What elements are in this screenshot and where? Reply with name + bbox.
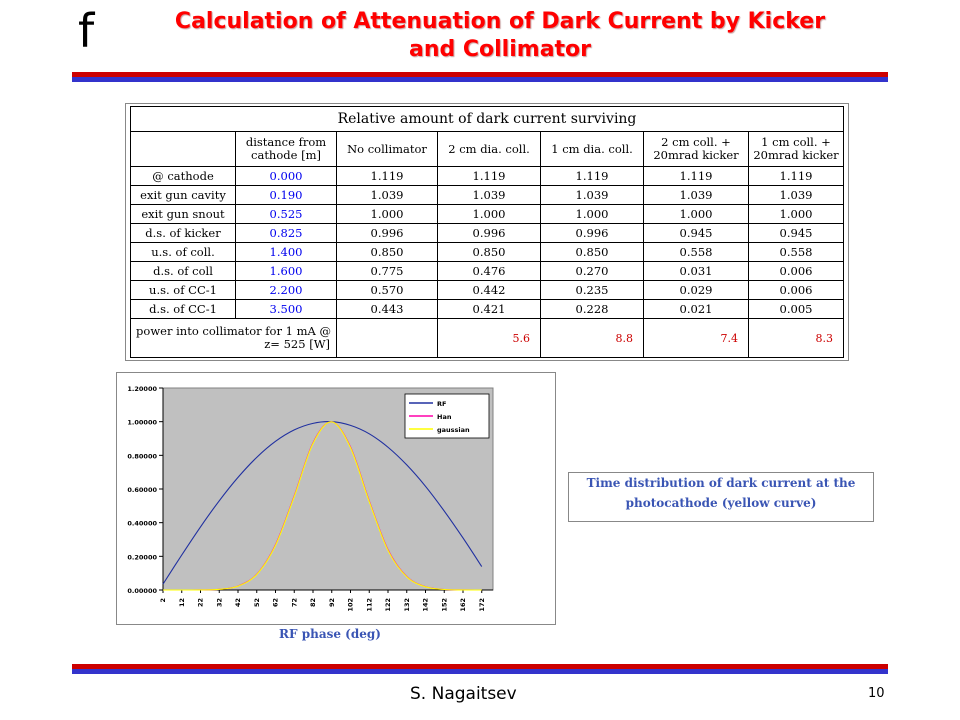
legend-label-rf: RF bbox=[437, 400, 447, 408]
y-tick-label: 0.60000 bbox=[127, 486, 157, 494]
distance-cell: 1.400 bbox=[236, 243, 337, 262]
value-cell: 0.006 bbox=[749, 281, 844, 300]
chart-caption-line2: photocathode (yellow curve) bbox=[625, 496, 817, 510]
value-cell: 0.421 bbox=[438, 300, 541, 319]
row-label: u.s. of CC-1 bbox=[131, 281, 236, 300]
x-tick-label: 162 bbox=[459, 598, 467, 612]
x-tick-label: 142 bbox=[421, 598, 430, 612]
value-cell: 0.006 bbox=[749, 262, 844, 281]
header-rule bbox=[72, 72, 888, 82]
column-header: distance from cathode [m] bbox=[236, 132, 337, 167]
value-cell: 0.005 bbox=[749, 300, 844, 319]
value-cell: 0.570 bbox=[337, 281, 438, 300]
distance-cell: 0.000 bbox=[236, 167, 337, 186]
value-cell: 0.850 bbox=[541, 243, 644, 262]
table-row bbox=[131, 205, 844, 224]
value-cell: 0.558 bbox=[749, 243, 844, 262]
table-caption: Relative amount of dark current surviving bbox=[131, 107, 844, 132]
footer-rule-blue bbox=[72, 669, 888, 674]
value-cell: 1.039 bbox=[644, 186, 749, 205]
header-rule-blue bbox=[72, 77, 888, 82]
slide-title bbox=[160, 8, 840, 64]
x-tick-label: 112 bbox=[365, 598, 374, 612]
table-row bbox=[131, 262, 844, 281]
x-tick-label: 42 bbox=[234, 598, 242, 608]
value-cell: 0.996 bbox=[438, 224, 541, 243]
page-number: 10 bbox=[868, 686, 885, 701]
footer-author: S. Nagaitsev bbox=[410, 684, 517, 704]
value-cell: 1.039 bbox=[749, 186, 844, 205]
x-tick-label: 82 bbox=[309, 598, 317, 608]
value-cell: 1.119 bbox=[749, 167, 844, 186]
x-tick-label: 72 bbox=[290, 598, 299, 608]
value-cell: 1.000 bbox=[438, 205, 541, 224]
power-cell-empty bbox=[337, 319, 438, 358]
power-value: 8.8 bbox=[541, 319, 644, 358]
table-header-row bbox=[131, 132, 844, 167]
value-cell: 0.996 bbox=[337, 224, 438, 243]
power-label bbox=[131, 319, 337, 358]
column-header: 1 cm coll. + 20mrad kicker bbox=[749, 132, 844, 167]
distance-cell: 0.825 bbox=[236, 224, 337, 243]
x-tick-label: 102 bbox=[346, 598, 355, 612]
value-cell: 1.039 bbox=[438, 186, 541, 205]
chart-caption-line1: Time distribution of dark current at the bbox=[586, 476, 856, 490]
table-corner-cell bbox=[131, 132, 236, 167]
table-row bbox=[131, 224, 844, 243]
x-tick-label: 2 bbox=[159, 598, 167, 603]
value-cell: 0.021 bbox=[644, 300, 749, 319]
value-cell: 0.945 bbox=[644, 224, 749, 243]
column-header: No collimator bbox=[337, 132, 438, 167]
value-cell: 1.039 bbox=[541, 186, 644, 205]
y-tick-label: 0.00000 bbox=[127, 587, 157, 595]
value-cell: 0.945 bbox=[749, 224, 844, 243]
column-header: 2 cm dia. coll. bbox=[438, 132, 541, 167]
table-row bbox=[131, 167, 844, 186]
chart-caption-box bbox=[568, 472, 874, 522]
table-row bbox=[131, 243, 844, 262]
value-cell: 0.029 bbox=[644, 281, 749, 300]
x-tick-label: 52 bbox=[252, 598, 261, 608]
column-header: 1 cm dia. coll. bbox=[541, 132, 644, 167]
slide-title-line2: and Collimator bbox=[408, 37, 592, 62]
value-cell: 0.558 bbox=[644, 243, 749, 262]
y-tick-label: 1.20000 bbox=[127, 385, 157, 393]
x-tick-label: 62 bbox=[271, 598, 280, 608]
x-tick-label: 22 bbox=[196, 598, 205, 608]
y-tick-label: 0.80000 bbox=[127, 452, 157, 461]
distance-cell: 0.525 bbox=[236, 205, 337, 224]
distance-cell: 0.190 bbox=[236, 186, 337, 205]
distance-cell: 2.200 bbox=[236, 281, 337, 300]
chart-x-axis-label: RF phase (deg) bbox=[279, 627, 381, 641]
dark-current-table-frame bbox=[125, 103, 849, 361]
row-label: d.s. of coll bbox=[131, 262, 236, 281]
table-row bbox=[131, 281, 844, 300]
power-label-line1: power into collimator for 1 mA @ bbox=[136, 324, 331, 338]
row-label: exit gun snout bbox=[131, 205, 236, 224]
rf-phase-chart-frame bbox=[116, 372, 556, 625]
value-cell: 0.442 bbox=[438, 281, 541, 300]
y-tick-label: 1.00000 bbox=[127, 418, 157, 427]
value-cell: 1.000 bbox=[541, 205, 644, 224]
y-tick-label: 0.40000 bbox=[127, 519, 157, 528]
footer-rule bbox=[72, 664, 888, 674]
rf-phase-chart bbox=[117, 373, 555, 624]
value-cell: 0.235 bbox=[541, 281, 644, 300]
column-header: 2 cm coll. + 20mrad kicker bbox=[644, 132, 749, 167]
table-body bbox=[131, 167, 844, 319]
power-row bbox=[131, 319, 844, 358]
value-cell: 0.031 bbox=[644, 262, 749, 281]
value-cell: 1.039 bbox=[337, 186, 438, 205]
power-label-line2: z= 525 [W] bbox=[264, 337, 330, 351]
value-cell: 1.119 bbox=[541, 167, 644, 186]
x-tick-label: 92 bbox=[327, 598, 336, 608]
x-tick-label: 172 bbox=[477, 598, 486, 612]
power-value: 5.6 bbox=[438, 319, 541, 358]
value-cell: 0.443 bbox=[337, 300, 438, 319]
x-tick-label: 132 bbox=[402, 598, 411, 612]
x-tick-label: 12 bbox=[177, 598, 186, 608]
table-row bbox=[131, 300, 844, 319]
value-cell: 0.476 bbox=[438, 262, 541, 281]
distance-cell: 1.600 bbox=[236, 262, 337, 281]
row-label: u.s. of coll. bbox=[131, 243, 236, 262]
power-value: 8.3 bbox=[749, 319, 844, 358]
fermilab-logo: f bbox=[78, 4, 95, 58]
value-cell: 1.000 bbox=[337, 205, 438, 224]
distance-cell: 3.500 bbox=[236, 300, 337, 319]
power-value: 7.4 bbox=[644, 319, 749, 358]
slide-title-line1: Calculation of Attenuation of Dark Current by Kicker bbox=[174, 9, 826, 34]
legend-label-gaussian: gaussian bbox=[437, 426, 470, 434]
table-row bbox=[131, 186, 844, 205]
row-label: d.s. of CC-1 bbox=[131, 300, 236, 319]
y-tick-label: 0.20000 bbox=[127, 553, 157, 562]
x-tick-label: 32 bbox=[215, 598, 224, 608]
value-cell: 1.000 bbox=[749, 205, 844, 224]
x-tick-label: 122 bbox=[384, 598, 392, 612]
value-cell: 0.775 bbox=[337, 262, 438, 281]
value-cell: 0.850 bbox=[438, 243, 541, 262]
row-label: @ cathode bbox=[131, 167, 236, 186]
value-cell: 1.119 bbox=[644, 167, 749, 186]
row-label: exit gun cavity bbox=[131, 186, 236, 205]
value-cell: 0.228 bbox=[541, 300, 644, 319]
value-cell: 1.000 bbox=[644, 205, 749, 224]
value-cell: 1.119 bbox=[438, 167, 541, 186]
row-label: d.s. of kicker bbox=[131, 224, 236, 243]
dark-current-table bbox=[130, 106, 844, 358]
value-cell: 0.850 bbox=[337, 243, 438, 262]
value-cell: 0.270 bbox=[541, 262, 644, 281]
value-cell: 1.119 bbox=[337, 167, 438, 186]
legend-label-han: Han bbox=[437, 413, 452, 421]
x-tick-label: 152 bbox=[440, 598, 449, 612]
value-cell: 0.996 bbox=[541, 224, 644, 243]
